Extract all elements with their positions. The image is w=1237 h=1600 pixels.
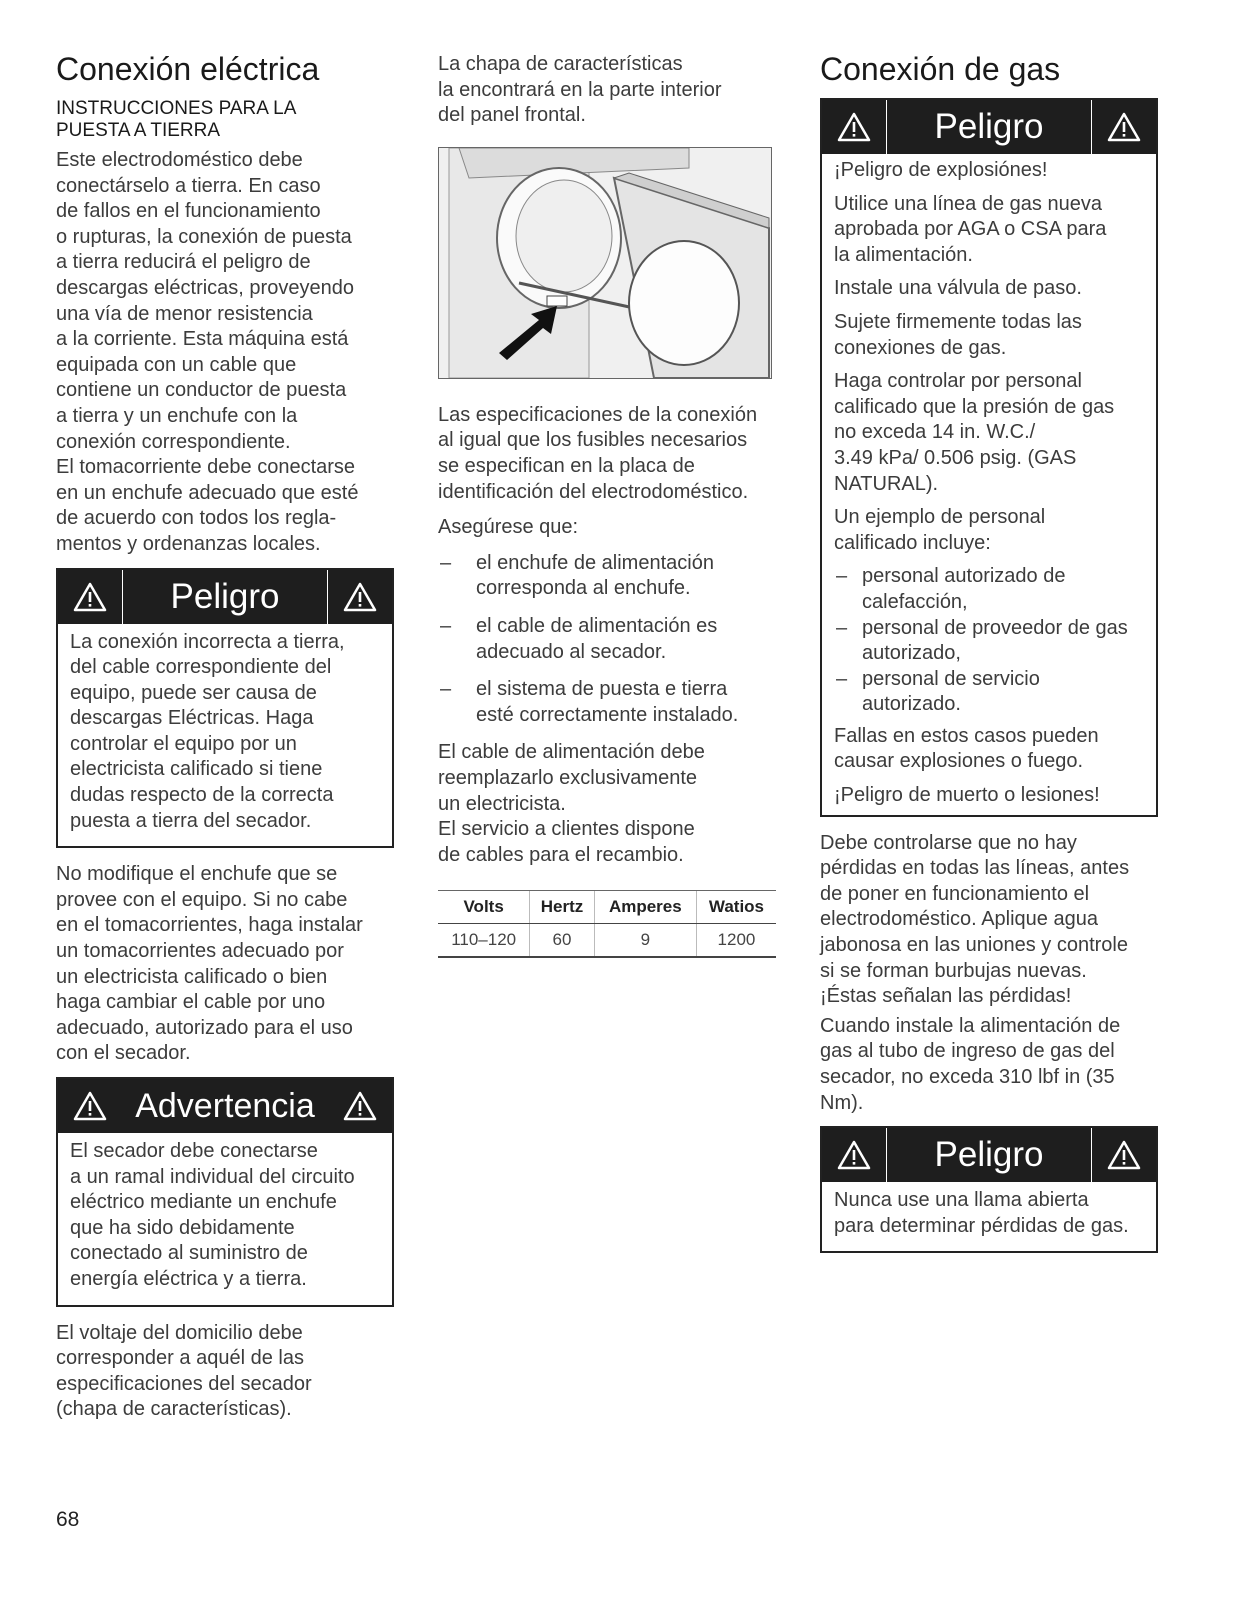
warning-triangle-icon [1092,1128,1156,1182]
ensure-heading: Asegúrese que: [438,516,579,539]
electrical-spec-table [438,890,776,958]
danger-header [822,100,1156,154]
dryer-door-illustration [438,147,772,379]
table-header: Amperes [594,891,696,924]
list-item: – personal de proveedor de gas autorizado, [834,616,1144,667]
section-title-electrical: Conexión eléctrica [56,51,320,87]
danger-text: Utilice una línea de gas nueva aprobada por AGA o CSA para la alimentación. [834,192,1107,266]
danger-text: Un ejemplo de personal calificado incluye: [834,506,1046,554]
table-row [438,924,776,958]
table-header: Watios [696,891,776,924]
warning-box-circuit [56,1077,394,1307]
leak-check-paragraph: Debe controlarse que no hay pérdidas en todas las líneas, antes de poner en funcionamiento el electrodoméstico. Aplique agua jabonosa en las uniones y controle si se forman burbujas nuevas. ¡Éstas señalan las pérdidas! [820,831,1130,1008]
section-title-gas: Conexión de gas [820,51,1061,87]
column-electrical [56,50,394,1433]
table-cell: 1200 [696,924,776,958]
danger-text: Haga controlar por personal calificado que la presión de gas no exceda 14 in. W.C./ 3.49 kPa/ 0.506 psig. (GAS NATURAL). [834,370,1115,495]
warning-triangle-icon [822,100,886,154]
danger-title: Peligro [122,570,328,624]
warning-triangle-icon [58,1079,122,1133]
grounding-subtitle: INSTRUCCIONES PARA LA PUESTA A TIERRA [56,98,297,141]
table-cell: 9 [594,924,696,958]
table-header: Volts [438,891,530,924]
warning-title: Advertencia [135,1087,315,1125]
warning-triangle-icon [328,1079,392,1133]
rating-plate-paragraph: La chapa de características la encontrará en la parte interior del panel frontal. [438,53,722,127]
list-item: – el sistema de puesta e tierra esté correctamente instalado. [438,677,778,728]
list-item: – personal autorizado de calefacción, [834,564,1144,615]
qualified-personnel-list [834,564,1144,718]
warning-header [58,1079,392,1133]
table-header: Hertz [530,891,594,924]
list-item: – el cable de alimentación es adecuado al secador. [438,614,778,665]
danger-text: La conexión incorrecta a tierra, del cable correspondiente del equipo, puede ser causa de descargas Eléctricas. Haga controlar el equipo por un electricista calificado si tiene dudas respecto de la correcta puesta a tierra del secador. [70,630,345,832]
column-gas [820,50,1158,1267]
torque-paragraph: Cuando instale la alimentación de gas al tubo de ingreso de gas del secador, no exceda 310 lbf in (35 Nm). [820,1014,1121,1114]
danger-box-flame [820,1126,1158,1253]
connection-spec-paragraph: Las especificaciones de la conexión al igual que los fusibles necesarios se especifican en la placa de identificación del electrodoméstico. [438,403,758,503]
danger-box-gas [820,98,1158,817]
voltage-paragraph: El voltaje del domicilio debe corresponder a aquél de las especificaciones del secador (chapa de características). [56,1321,312,1421]
danger-text: Nunca use una llama abierta para determinar pérdidas de gas. [834,1189,1129,1237]
cable-replacement-paragraph: El cable de alimentación debe reemplazarlo exclusivamente un electricista. El servicio a clientes dispone de cables para el recambio. [438,741,705,866]
warning-triangle-icon [1092,100,1156,154]
danger-text: ¡Peligro de explosiónes! [834,159,1048,181]
danger-header [58,570,392,624]
plug-paragraph: No modifique el enchufe que se provee con el equipo. Si no cabe en el tomacorrientes, haga instalar un tomacorrientes adecuado por un electricista calificado o bien haga cambiar el cable por uno adecuado, autorizado para el uso con el secador. [56,863,363,1065]
danger-text: Instale una válvula de paso. [834,277,1082,300]
column-specs [438,52,778,958]
warning-text: El secador debe conectarse a un ramal individual del circuito eléctrico mediante un enchufe que ha sido debidamente conectado al suministro de energía eléctrica y a tierra. [70,1140,355,1290]
ensure-list [438,551,778,729]
danger-box-grounding [56,568,394,849]
danger-text: Fallas en estos casos pueden causar explosiones o fuego. [834,724,1099,773]
danger-title: Peligro [886,1128,1092,1182]
warning-triangle-icon [822,1128,886,1182]
warning-triangle-icon [328,570,392,624]
warning-triangle-icon [58,570,122,624]
list-item: – el enchufe de alimentación corresponda al enchufe. [438,551,778,602]
danger-text: ¡Peligro de muerto o lesiones! [834,784,1100,807]
danger-header [822,1128,1156,1182]
grounding-paragraph: Este electrodoméstico debe conectárselo a tierra. En caso de fallos en el funcionamiento o rupturas, la conexión de puesta a tierra reducirá el peligro de descargas eléctricas, proveyendo una vía de menor resistencia a la corriente. Esta máquina está equipada con un cable que contiene un conductor de puesta a tierra y un enchufe con la conexión correspondiente. El tomacorriente debe conectarse en un enchufe adecuado que esté de acuerdo con todos los regla- mentos y ordenanzas locales. [56,149,359,555]
danger-title: Peligro [886,100,1092,154]
table-cell: 110–120 [438,924,530,958]
list-item: – personal de servicio autorizado. [834,667,1144,718]
table-cell: 60 [530,924,594,958]
page-number: 68 [56,1508,80,1531]
danger-text: Sujete firmemente todas las conexiones de gas. [834,310,1082,359]
